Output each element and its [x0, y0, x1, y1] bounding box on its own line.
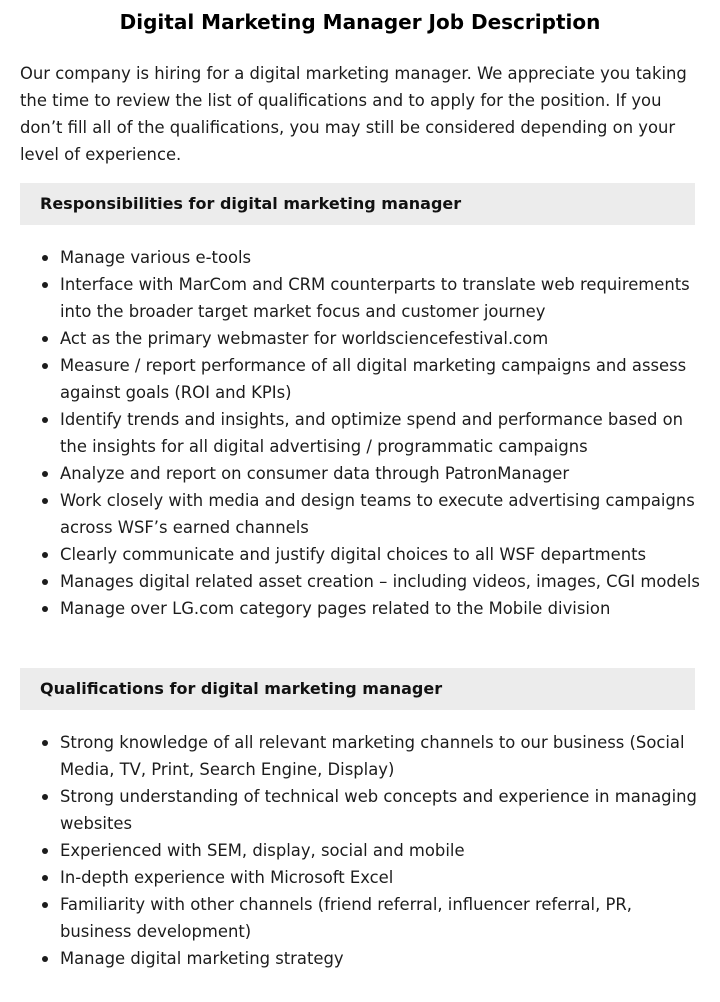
responsibility-item — [20, 352, 700, 406]
bullet-icon — [42, 902, 48, 908]
qualification-item — [20, 837, 700, 864]
bullet-icon — [42, 282, 48, 288]
responsibility-text: Act as the primary webmaster for worldsciencefestival.com — [60, 329, 549, 348]
responsibility-item — [20, 568, 700, 595]
bullet-icon — [42, 848, 48, 854]
bullet-icon — [42, 336, 48, 342]
qualifications-heading: Qualifications for digital marketing manager — [20, 668, 695, 710]
intro-paragraph: Our company is hiring for a digital marketing manager. We appreciate you taking the time to review the list of qualifications and to apply for the position. If you don’t fill all of the qualifications, you may still be considered depending on your level of experience. — [20, 64, 687, 164]
responsibility-item — [20, 541, 700, 568]
responsibility-item — [20, 271, 700, 325]
bullet-icon — [42, 255, 48, 261]
qualification-text: Strong knowledge of all relevant marketing channels to our business (Social Media, TV, Print, Search Engine, Display) — [60, 733, 685, 779]
bullet-icon — [42, 471, 48, 477]
bullet-icon — [42, 956, 48, 962]
responsibility-item — [20, 244, 700, 271]
bullet-icon — [42, 417, 48, 423]
qualification-text: Strong understanding of technical web concepts and experience in managing websites — [60, 787, 697, 833]
page-title: Digital Marketing Manager Job Description — [119, 10, 601, 34]
bullet-icon — [42, 363, 48, 369]
responsibility-text: Manages digital related asset creation – including videos, images, CGI models — [60, 572, 700, 591]
responsibility-item — [20, 460, 700, 487]
responsibilities-heading: Responsibilities for digital marketing manager — [20, 183, 695, 225]
responsibility-text: Interface with MarCom and CRM counterparts to translate web requirements into the broader target market focus and customer journey — [60, 275, 690, 321]
responsibility-item — [20, 325, 700, 352]
qualification-item — [20, 864, 700, 891]
responsibility-text: Identify trends and insights, and optimize spend and performance based on the insights for all digital advertising / programmatic campaigns — [60, 410, 684, 456]
qualification-text: In-depth experience with Microsoft Excel — [60, 868, 394, 887]
bullet-icon — [42, 740, 48, 746]
responsibility-text: Manage over LG.com category pages related to the Mobile division — [60, 599, 611, 618]
responsibility-item — [20, 487, 700, 541]
responsibility-item — [20, 595, 700, 622]
qualification-text: Manage digital marketing strategy — [60, 949, 344, 968]
responsibility-text: Measure / report performance of all digital marketing campaigns and assess against goals (ROI and KPIs) — [60, 356, 687, 402]
bullet-icon — [42, 552, 48, 558]
bullet-icon — [42, 606, 48, 612]
responsibility-item — [20, 406, 700, 460]
responsibility-text: Analyze and report on consumer data through PatronManager — [60, 464, 570, 483]
responsibility-text: Manage various e-tools — [60, 248, 252, 267]
bullet-icon — [42, 498, 48, 504]
qualifications-list — [20, 729, 700, 972]
responsibility-text: Clearly communicate and justify digital choices to all WSF departments — [60, 545, 647, 564]
qualification-item — [20, 783, 700, 837]
qualification-item — [20, 729, 700, 783]
qualification-item — [20, 945, 700, 972]
qualification-item — [20, 891, 700, 945]
bullet-icon — [42, 875, 48, 881]
qualification-text: Experienced with SEM, display, social and mobile — [60, 841, 465, 860]
qualification-text: Familiarity with other channels (friend referral, influencer referral, PR, business development) — [60, 895, 632, 941]
bullet-icon — [42, 794, 48, 800]
responsibilities-list — [20, 244, 700, 622]
bullet-icon — [42, 579, 48, 585]
responsibility-text: Work closely with media and design teams to execute advertising campaigns across WSF’s earned channels — [60, 491, 695, 537]
